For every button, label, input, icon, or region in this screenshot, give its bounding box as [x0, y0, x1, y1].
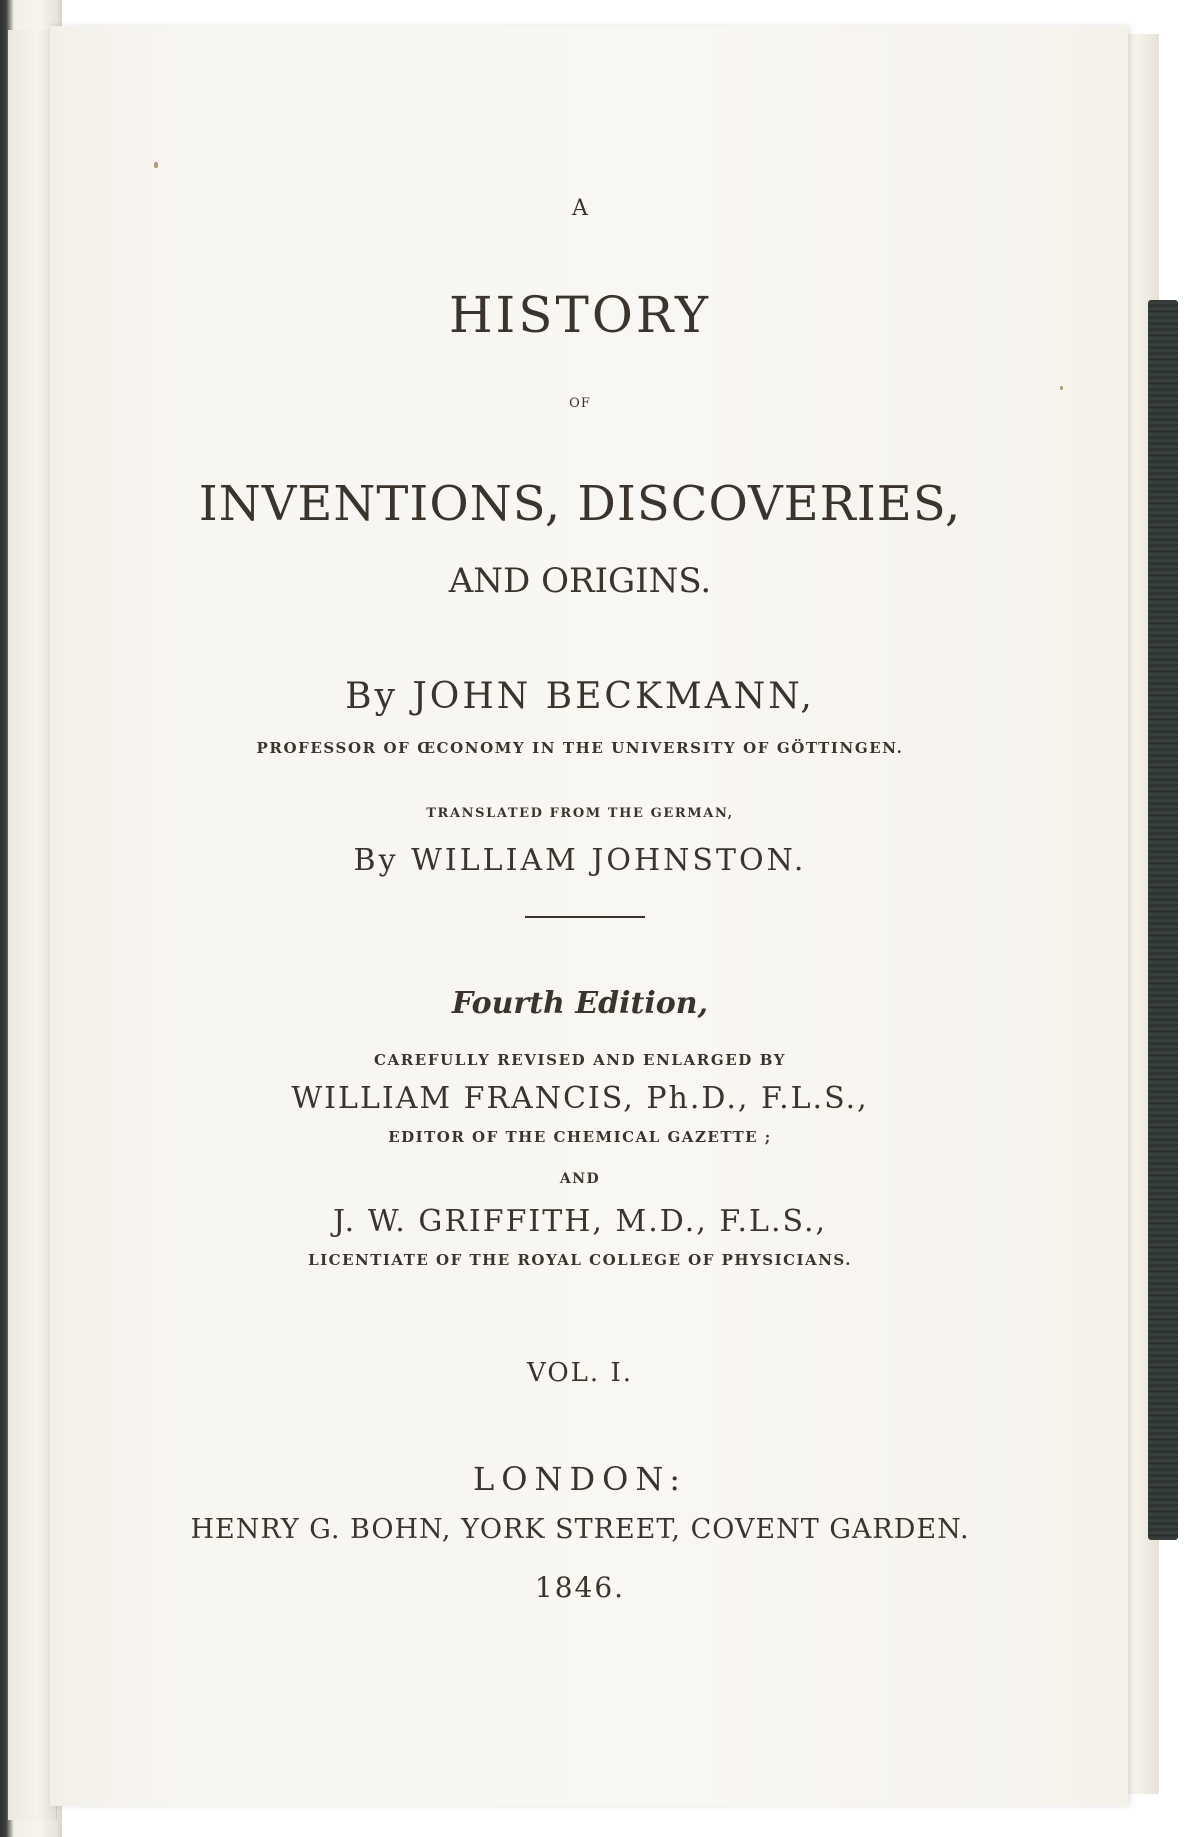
- title-subject-end: AND ORIGINS.: [448, 561, 712, 601]
- reviser-francis-role: EDITOR OF THE CHEMICAL GAZETTE ;: [388, 1128, 772, 1146]
- edition-line: Fourth Edition,: [451, 986, 709, 1021]
- imprint-publisher: HENRY G. BOHN, YORK STREET, COVENT GARDEN.: [190, 1514, 970, 1545]
- reviser-griffith-role: LICENTIATE OF THE ROYAL COLLEGE OF PHYSICIANS.: [308, 1251, 852, 1269]
- author-role: PROFESSOR OF ŒCONOMY IN THE UNIVERSITY OF GÖTTINGEN.: [256, 739, 904, 757]
- title-subject: INVENTIONS, DISCOVERIES,: [198, 476, 962, 532]
- translated-from: TRANSLATED FROM THE GERMAN,: [426, 806, 734, 821]
- foxing-speck: [1060, 386, 1063, 390]
- title-page: [50, 26, 1128, 1806]
- conjunction: AND: [559, 1171, 601, 1187]
- divider-rule: [525, 916, 645, 918]
- revised-by: CAREFULLY REVISED AND ENLARGED BY: [373, 1051, 787, 1069]
- reviser-francis: WILLIAM FRANCIS, Ph.D., F.L.S.,: [291, 1081, 869, 1116]
- author-line: By JOHN BECKMANN,: [345, 676, 815, 717]
- title-article: A: [572, 196, 588, 221]
- imprint-city: LONDON:: [472, 1460, 687, 1498]
- foxing-speck: [154, 162, 158, 168]
- main-title: HISTORY: [448, 286, 712, 344]
- imprint-year: 1846.: [534, 1571, 626, 1604]
- volume-number: VOL. I.: [527, 1358, 633, 1388]
- title-of: OF: [569, 396, 591, 411]
- translator-line: By WILLIAM JOHNSTON.: [353, 843, 807, 878]
- book-cloth-binding: [1148, 300, 1178, 1540]
- reviser-griffith: J. W. GRIFFITH, M.D., F.L.S.,: [332, 1204, 828, 1239]
